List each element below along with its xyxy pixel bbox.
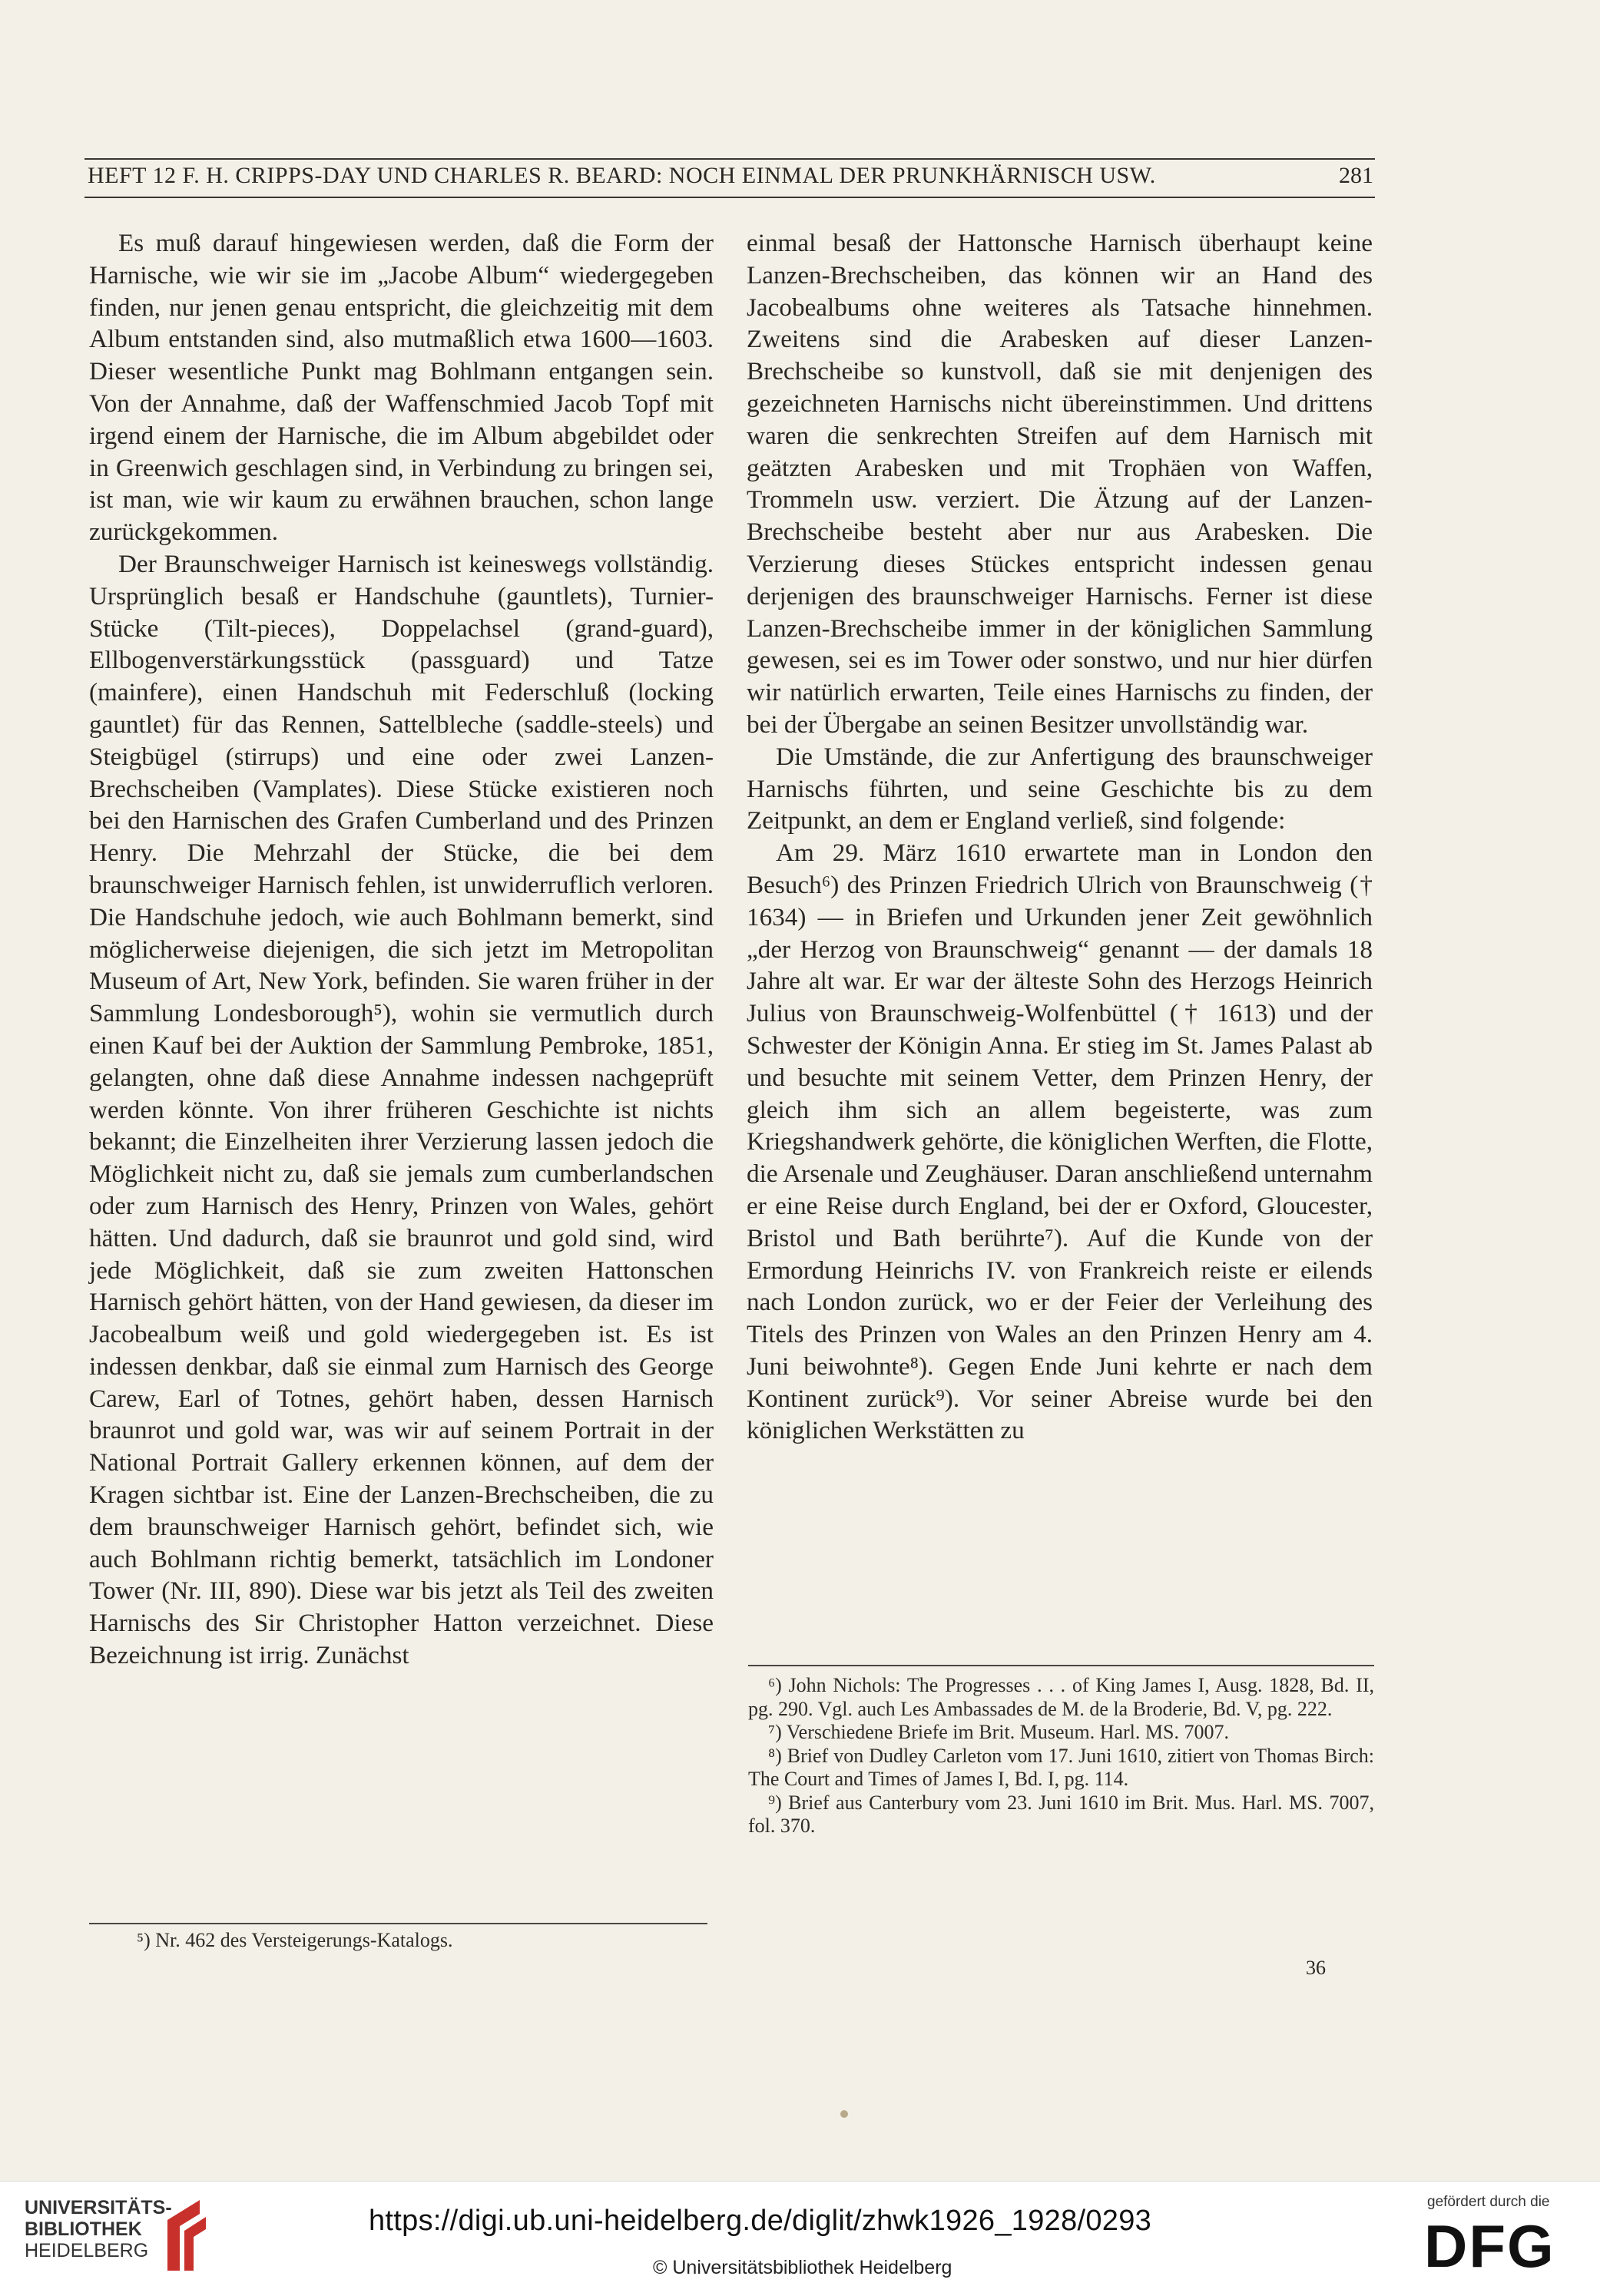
funding-label: gefördert durch die [1427,2194,1550,2210]
library-logo-icon [163,2197,210,2278]
paragraph: Die Umstände, die zur Anfertigung des braunschweiger Harnischs führten, und seine Geschichte bis zu dem Zeitpunkt, an dem er England verließ, sind folgende: [747,742,1373,835]
footnotes-right [748,1674,1374,1838]
paragraph: einmal besaß der Hattonsche Harnisch überhaupt keine Lanzen-Brechscheiben, das können wir an Hand des Jacobealbums ohne weiteres als Tatsache hinnehmen. Zweitens sind die Arabesken auf dieser Lanzen-Brechscheibe so kunstvoll, daß sie mit denjenigen des gezeichneten Harnischs nicht übereinstimmen. Und drittens waren die senkrechten Streifen auf dem Harnisch mit geätzten Arabesken und mit Trophäen von Waffen, Trommeln usw. verziert. Die Ätzung auf der Lanzen-Brechscheibe besteht aber nur aus Arabesken. Die Verzierung dieses Stückes entspricht indessen genau derjenigen des braunschweiger Harnischs. Ferner ist diese Lanzen-Brechscheibe immer in der königlichen Sammlung gewesen, sei es im Tower oder sonstwo, und nur hier dürfen wir natürlich erwarten, Teile eines Harnischs zu finden, der bei der Übergabe an seinen Besitzer unvollständig war. [747,229,1373,739]
running-header [84,158,1375,198]
paragraph: Am 29. März 1610 erwartete man in London den Besuch⁶) des Prinzen Friedrich Ulrich von Braunschweig († 1634) — in Briefen und Urkunden jener Zeit gewöhnlich „der Herzog von Braunschweig“ genannt — der damals 18 Jahre alt war. Er war der älteste Sohn des Herzogs Heinrich Julius von Braunschweig-Wolfenbüttel († 1613) und der Schwester der Königin Anna. Er stieg im St. James Palast ab und besuchte mit seinem Vetter, dem Prinzen Henry, der gleich ihm sich an allem begeisterte, was zum Kriegshandwerk gehörte, die königlichen Werften, die Flotte, die Arsenale und Zeughäuser. Daran anschließend unternahm er eine Reise durch England, bei der er Oxford, Gloucester, Bristol und Bath berührte⁷). Auf die Kunde von der Ermordung Heinrichs IV. von Frankreich reiste er eilends nach London zurück, wo er der Feier der Verleihung des Titels des Prinzen von Wales an den Prinzen Henry am 4. Juni beiwohnte⁸). Gegen Ende Juni kehrte er nach dem Kontinent zurück⁹). Vor seiner Abreise wurde bei den königlichen Werkstätten zu [747,839,1373,1445]
page-number: 281 [1339,163,1373,188]
paragraph: Es muß darauf hingewiesen werden, daß die Form der Harnische, wie wir sie im „Jacobe Album“ wiedergegeben finden, nur jenen genau entspricht, die gleichzeitig mit dem Album entstanden sind, also mutmaßlich etwa 1600—1603. Dieser wesentliche Punkt mag Bohlmann entgangen sein. Von der Annahme, daß der Waffenschmied Jacob Topf mit irgend einem der Harnische, die im Album abgebildet oder in Greenwich geschlagen sind, in Verbindung zu bringen sei, ist man, wie wir kaum zu erwähnen brauchen, schon lange zurückgekommen. [89,229,714,547]
footnote: ⁷) Verschiedene Briefe im Brit. Museum. Harl. MS. 7007. [768,1721,1229,1743]
signature-mark: 36 [1306,1957,1326,1979]
dfg-logo: DFG [1424,2212,1555,2280]
footnotes-left [117,1929,708,1953]
library-line: BIBLIOTHEK [25,2218,142,2240]
ink-dot [840,2110,848,2118]
footnote: ⁸) Brief von Dudley Carleton vom 17. Juni 1610, zitiert von Thomas Birch: The Court and Times of James I, Bd. I, pg. 114. [748,1744,1374,1790]
library-name [25,2197,172,2261]
footnote-rule-left [89,1923,707,1924]
right-column [747,227,1373,1447]
library-line: HEIDELBERG [25,2240,149,2261]
permalink[interactable]: https://digi.ub.uni-heidelberg.de/diglit/zhwk1926_1928/0293 [369,2205,1152,2237]
footnote: ⁵) Nr. 462 des Versteigerungs-Katalogs. [137,1929,453,1951]
paragraph: Der Braunschweiger Harnisch ist keineswegs vollständig. Ursprünglich besaß er Handschuhe (gauntlets), Turnier-Stücke (Tilt-pieces), Doppelachsel (grand-guard), Ellbogenverstärkungsstück (passguard) und Tatze (mainfere), einen Handschuh mit Federschluß (locking gauntlet) für das Rennen, Sattelbleche (saddle-steels) und Steigbügel (stirrups) und eine oder zwei Lanzen-Brechscheiben (Vamplates). Diese Stücke existieren noch bei den Harnischen des Grafen Cumberland und des Prinzen Henry. Die Mehrzahl der Stücke, die bei dem braunschweiger Harnisch fehlen, ist unwiderruflich verloren. Die Handschuhe jedoch, wie auch Bohlmann bemerkt, sind möglicherweise diejenigen, die sich jetzt im Metropolitan Museum of Art, New York, befinden. Sie waren früher in der Sammlung Londesborough⁵), wohin sie vermutlich durch einen Kauf bei der Auktion der Sammlung Pembroke, 1851, gelangten, ohne daß diese Annahme indessen nachgeprüft werden könnte. Von ihrer früheren Geschichte ist nichts bekannt; die Einzelheiten ihrer Verzierung lassen jedoch die Möglichkeit nicht zu, daß sie jemals zum cumberlandschen oder zum Harnisch des Henry, Prinzen von Wales, gehört hätten. Und dadurch, daß sie braunrot und gold sind, wird jede Möglichkeit, daß sie zum zweiten Hattonschen Harnisch gehört hätten, von der Hand gewiesen, da dieser im Jacobealbum weiß und gold wiedergegeben ist. Es ist indessen denkbar, daß sie einmal zum Harnisch des George Carew, Earl of Totnes, gehört haben, dessen Harnisch braunrot und gold war, was wir auf seinem Portrait in der National Portrait Gallery erkennen können, auf dem der Kragen sichtbar ist. Eine der Lanzen-Brechscheiben, die zu dem braunschweiger Harnisch gehört, befindet sich, wie auch Bohlmann richtig bemerkt, tatsächlich im Londoner Tower (Nr. III, 890). Diese war bis jetzt als Teil des zweiten Harnischs des Sir Christopher Hatton verzeichnet. Diese Bezeichnung ist irrig. Zunächst [89,549,714,1670]
footnote-rule-right [748,1665,1374,1666]
running-title: HEFT 12 F. H. CRIPPS-DAY UND CHARLES R. BEARD: NOCH EINMAL DER PRUNKHÄRNISCH USW. [88,163,1156,188]
footnote: ⁹) Brief aus Canterbury vom 23. Juni 1610 im Brit. Mus. Harl. MS. 7007, fol. 370. [748,1791,1374,1837]
digitization-footer [0,2181,1600,2296]
library-line: UNIVERSITÄTS- [25,2197,172,2218]
left-column [89,227,714,1672]
copyright-notice: © Universitätsbibliothek Heidelberg [653,2257,952,2278]
footnote: ⁶) John Nichols: The Progresses . . . of King James I, Ausg. 1828, Bd. II, pg. 290. Vgl. auch Les Ambassades de M. de la Broderie, Bd. V, pg. 222. [748,1674,1374,1720]
